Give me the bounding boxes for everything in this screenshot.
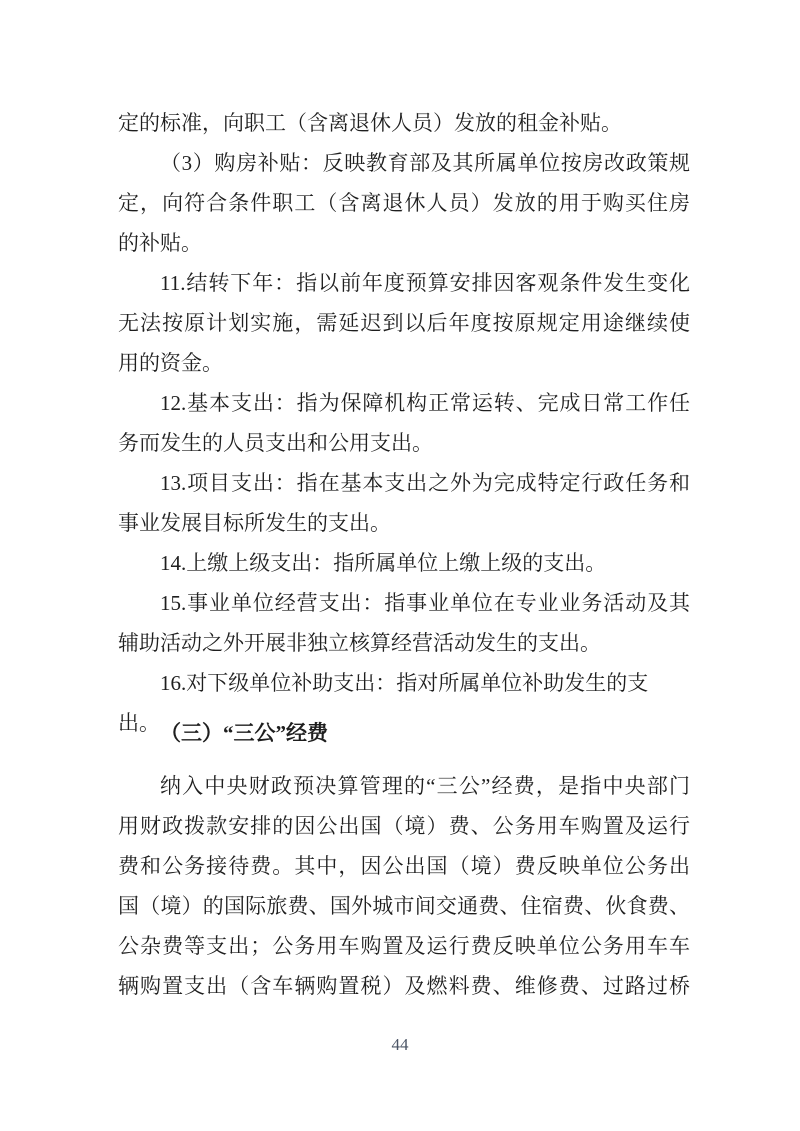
text-line: 费和公务接待费。其中，因公出国（境）费反映单位公务出 [118, 854, 690, 878]
text-line: 务而发生的人员支出和公用支出。 [118, 431, 433, 455]
text-line: 13.项目支出：指在基本支出之外为完成特定行政任务和 [160, 471, 690, 495]
text-line: 11.结转下年：指以前年度预算安排因客观条件发生变化 [160, 271, 690, 295]
text-line: 辅助活动之外开展非独立核算经营活动发生的支出。 [118, 631, 601, 655]
text-line: （3）购房补贴：反映教育部及其所属单位按房改政策规 [160, 151, 690, 175]
text-line: 无法按原计划实施，需延迟到以后年度按原规定用途继续使 [118, 311, 690, 335]
text-line: 公杂费等支出；公务用车购置及运行费反映单位公务用车车 [118, 934, 690, 958]
document-body [118, 103, 690, 1006]
text-line: 定的标准，向职工（含离退休人员）发放的租金补贴。 [118, 111, 622, 135]
text-line: 事业发展目标所发生的支出。 [118, 511, 391, 535]
text-line: 纳入中央财政预决算管理的“三公”经费，是指中央部门 [160, 774, 690, 798]
section-heading: （三）“三公”经费 [160, 721, 328, 745]
text-line: 国（境）的国际旅费、国外城市间交通费、住宿费、伙食费、 [118, 894, 690, 918]
text-line: 用财政拨款安排的因公出国（境）费、公务用车购置及运行 [118, 814, 690, 838]
text-line: 14.上缴上级支出：指所属单位上缴上级的支出。 [160, 551, 607, 575]
text-line: 12.基本支出：指为保障机构正常运转、完成日常工作任 [160, 391, 690, 415]
text-line: 定，向符合条件职工（含离退休人员）发放的用于购买住房 [118, 191, 690, 215]
text-line: 用的资金。 [118, 351, 223, 375]
text-line: 的补贴。 [118, 231, 202, 255]
text-line: 16.对下级单位补助支出：指对所属单位补助发生的支出。 [118, 671, 649, 735]
text-line: 辆购置支出（含车辆购置税）及燃料费、维修费、过路过桥 [118, 974, 690, 998]
text-line: 15.事业单位经营支出：指事业单位在专业业务活动及其 [160, 591, 690, 615]
page-number: 44 [391, 1035, 409, 1054]
